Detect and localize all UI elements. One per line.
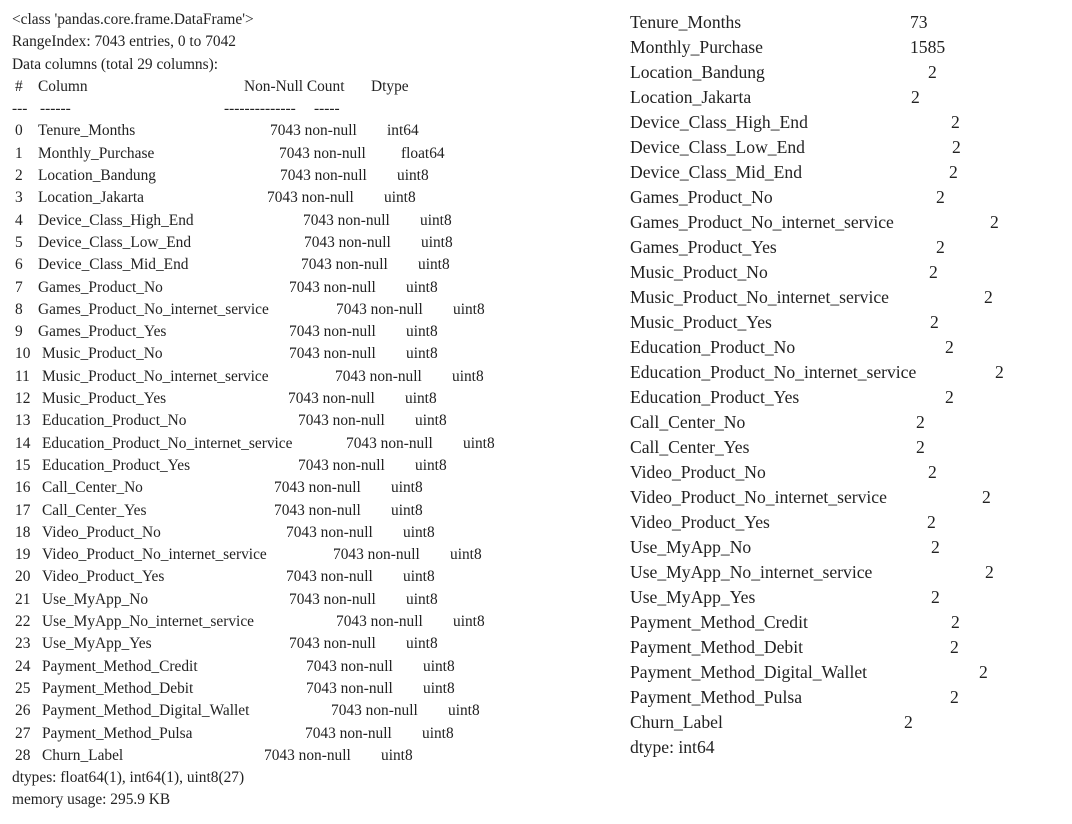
nunique-row bbox=[630, 60, 1060, 85]
column-info-row bbox=[12, 566, 572, 588]
row-index: 2 bbox=[15, 167, 23, 185]
non-null-count: 7043 non-null bbox=[286, 568, 373, 586]
non-null-count: 7043 non-null bbox=[331, 702, 418, 720]
nunique-value: 2 bbox=[931, 587, 940, 607]
nunique-value: 2 bbox=[928, 62, 937, 82]
nunique-column-name: Use_MyApp_Yes bbox=[630, 587, 756, 607]
column-dtype: uint8 bbox=[418, 256, 450, 274]
column-dtype: uint8 bbox=[406, 278, 438, 296]
column-name: Education_Product_No bbox=[42, 412, 187, 430]
column-info-row bbox=[12, 522, 572, 544]
row-index: 26 bbox=[15, 702, 31, 720]
nunique-value: 2 bbox=[936, 187, 945, 207]
row-index: 22 bbox=[15, 613, 31, 631]
column-dtype: uint8 bbox=[452, 367, 484, 385]
column-dtype: uint8 bbox=[405, 390, 437, 408]
non-null-count: 7043 non-null bbox=[346, 434, 433, 452]
non-null-count: 7043 non-null bbox=[301, 256, 388, 274]
column-info-row bbox=[12, 299, 572, 321]
column-name: Video_Product_Yes bbox=[42, 568, 165, 586]
row-index: 3 bbox=[15, 189, 23, 207]
column-dtype: uint8 bbox=[422, 724, 454, 742]
nunique-value: 2 bbox=[950, 637, 959, 657]
column-name: Use_MyApp_No_internet_service bbox=[42, 613, 254, 631]
column-name: Device_Class_Low_End bbox=[38, 233, 192, 251]
nunique-column-name: Call_Center_No bbox=[630, 412, 746, 432]
non-null-count: 7043 non-null bbox=[304, 233, 391, 251]
column-info-row bbox=[12, 477, 572, 499]
nunique-dtype-line bbox=[630, 735, 1060, 760]
nunique-value: 2 bbox=[979, 662, 988, 682]
nunique-column-name: Location_Jakarta bbox=[630, 87, 752, 107]
nunique-value: 1585 bbox=[910, 37, 946, 57]
nunique-row bbox=[630, 210, 1060, 235]
column-name: Use_MyApp_No bbox=[42, 590, 149, 608]
non-null-count: 7043 non-null bbox=[333, 546, 420, 564]
column-info-row bbox=[12, 455, 572, 477]
column-name: Music_Product_No bbox=[42, 345, 163, 363]
column-info-row bbox=[12, 366, 572, 388]
column-header bbox=[12, 76, 572, 98]
nunique-row bbox=[630, 510, 1060, 535]
nunique-value: 73 bbox=[910, 12, 928, 32]
nunique-column-name: Payment_Method_Credit bbox=[630, 612, 808, 632]
row-index: 6 bbox=[15, 256, 23, 274]
row-index: 21 bbox=[15, 590, 31, 608]
column-name: Video_Product_No_internet_service bbox=[42, 546, 267, 564]
non-null-count: 7043 non-null bbox=[288, 390, 375, 408]
nunique-value: 2 bbox=[936, 237, 945, 257]
non-null-count: 7043 non-null bbox=[336, 300, 423, 318]
nunique-column-name: Games_Product_Yes bbox=[630, 237, 777, 257]
nunique-value: 2 bbox=[927, 512, 936, 532]
nunique-column-name: Education_Product_Yes bbox=[630, 387, 800, 407]
column-name: Device_Class_Mid_End bbox=[38, 256, 189, 274]
column-info-row bbox=[12, 120, 572, 142]
row-index: 24 bbox=[15, 657, 31, 675]
nunique-value: 2 bbox=[984, 287, 993, 307]
column-info-row bbox=[12, 187, 572, 209]
nunique-value: 2 bbox=[990, 212, 999, 232]
non-null-count: 7043 non-null bbox=[306, 679, 393, 697]
column-name: Location_Jakarta bbox=[38, 189, 144, 207]
nunique-row bbox=[630, 160, 1060, 185]
column-info-list bbox=[12, 120, 572, 767]
nunique-row bbox=[630, 85, 1060, 110]
nunique-column-name: Video_Product_No_internet_service bbox=[630, 487, 887, 507]
nunique-column-name: Payment_Method_Digital_Wallet bbox=[630, 662, 868, 682]
nunique-row bbox=[630, 260, 1060, 285]
nunique-column-name: Games_Product_No_internet_service bbox=[630, 212, 894, 232]
data-columns-line: Data columns (total 29 columns): bbox=[12, 55, 219, 73]
nunique-value: 2 bbox=[911, 87, 920, 107]
column-name: Location_Bandung bbox=[38, 167, 156, 185]
column-dtype: uint8 bbox=[384, 189, 416, 207]
column-dtype: uint8 bbox=[381, 746, 413, 764]
nunique-column-name: Monthly_Purchase bbox=[630, 37, 763, 57]
column-info-row bbox=[12, 165, 572, 187]
nunique-row bbox=[630, 335, 1060, 360]
nunique-row bbox=[630, 310, 1060, 335]
column-dtype: uint8 bbox=[423, 657, 455, 675]
nunique-column-name: Device_Class_High_End bbox=[630, 112, 808, 132]
nunique-row bbox=[630, 560, 1060, 585]
nunique-column-name: Device_Class_Mid_End bbox=[630, 162, 803, 182]
row-index: 16 bbox=[15, 479, 31, 497]
column-dtype: uint8 bbox=[397, 167, 429, 185]
column-info-row bbox=[12, 611, 572, 633]
column-info-row bbox=[12, 745, 572, 767]
row-index: 1 bbox=[15, 144, 23, 162]
non-null-count: 7043 non-null bbox=[289, 635, 376, 653]
column-dtype: uint8 bbox=[448, 702, 480, 720]
column-dtype: uint8 bbox=[463, 434, 495, 452]
column-name: Call_Center_Yes bbox=[42, 501, 147, 519]
column-info-row bbox=[12, 254, 572, 276]
nunique-value: 2 bbox=[982, 487, 991, 507]
column-dtype: uint8 bbox=[406, 323, 438, 341]
nunique-row bbox=[630, 535, 1060, 560]
separator-hash: --- bbox=[12, 100, 28, 118]
nunique-row bbox=[630, 435, 1060, 460]
nunique-row bbox=[630, 635, 1060, 660]
column-info-row bbox=[12, 500, 572, 522]
nunique-row bbox=[630, 35, 1060, 60]
column-info-row bbox=[12, 589, 572, 611]
column-name: Call_Center_No bbox=[42, 479, 143, 497]
column-dtype: uint8 bbox=[406, 590, 438, 608]
nunique-dtype-text: dtype: int64 bbox=[630, 737, 715, 757]
column-dtype: uint8 bbox=[406, 635, 438, 653]
row-index: 4 bbox=[15, 211, 23, 229]
column-dtype: uint8 bbox=[423, 679, 455, 697]
non-null-count: 7043 non-null bbox=[303, 211, 390, 229]
column-name: Games_Product_No_internet_service bbox=[38, 300, 269, 318]
memory-usage: memory usage: 295.9 KB bbox=[12, 791, 171, 809]
column-info-row bbox=[12, 143, 572, 165]
column-name: Device_Class_High_End bbox=[38, 211, 194, 229]
column-info-row bbox=[12, 388, 572, 410]
row-index: 13 bbox=[15, 412, 31, 430]
separator-dtype: ----- bbox=[314, 100, 340, 118]
non-null-count: 7043 non-null bbox=[305, 724, 392, 742]
non-null-count: 7043 non-null bbox=[298, 456, 385, 474]
row-index: 12 bbox=[15, 390, 31, 408]
non-null-count: 7043 non-null bbox=[274, 479, 361, 497]
header-column: Column bbox=[38, 77, 88, 95]
row-index: 23 bbox=[15, 635, 31, 653]
nunique-row bbox=[630, 485, 1060, 510]
column-dtype: uint8 bbox=[453, 613, 485, 631]
header-count: Non-Null Count bbox=[244, 77, 345, 95]
nunique-column-name: Music_Product_No_internet_service bbox=[630, 287, 889, 307]
column-name: Games_Product_Yes bbox=[38, 323, 167, 341]
range-index-line: RangeIndex: 7043 entries, 0 to 7042 bbox=[12, 33, 236, 51]
nunique-column-name: Games_Product_No bbox=[630, 187, 773, 207]
column-name: Payment_Method_Pulsa bbox=[42, 724, 193, 742]
row-index: 20 bbox=[15, 568, 31, 586]
column-dtype: uint8 bbox=[415, 412, 447, 430]
column-info-row bbox=[12, 656, 572, 678]
non-null-count: 7043 non-null bbox=[306, 657, 393, 675]
row-index: 8 bbox=[15, 300, 23, 318]
nunique-column-name: Music_Product_No bbox=[630, 262, 768, 282]
nunique-value: 2 bbox=[904, 712, 913, 732]
row-index: 10 bbox=[15, 345, 31, 363]
nunique-value: 2 bbox=[951, 612, 960, 632]
column-name: Education_Product_No_internet_service bbox=[42, 434, 293, 452]
nunique-row bbox=[630, 185, 1060, 210]
row-index: 14 bbox=[15, 434, 31, 452]
column-name: Education_Product_Yes bbox=[42, 456, 191, 474]
nunique-value: 2 bbox=[930, 312, 939, 332]
nunique-row bbox=[630, 235, 1060, 260]
column-info-row bbox=[12, 210, 572, 232]
nunique-value: 2 bbox=[985, 562, 994, 582]
column-info-row bbox=[12, 410, 572, 432]
nunique-column-name: Churn_Label bbox=[630, 712, 723, 732]
column-name: Monthly_Purchase bbox=[38, 144, 155, 162]
row-index: 15 bbox=[15, 456, 31, 474]
header-separator bbox=[12, 98, 572, 120]
nunique-value: 2 bbox=[931, 537, 940, 557]
nunique-row bbox=[630, 585, 1060, 610]
nunique-row bbox=[630, 410, 1060, 435]
column-info-row bbox=[12, 321, 572, 343]
nunique-column-name: Device_Class_Low_End bbox=[630, 137, 805, 157]
nunique-column-name: Education_Product_No_internet_service bbox=[630, 362, 917, 382]
column-name: Payment_Method_Digital_Wallet bbox=[42, 702, 250, 720]
non-null-count: 7043 non-null bbox=[289, 590, 376, 608]
nunique-column-name: Payment_Method_Pulsa bbox=[630, 687, 803, 707]
nunique-column-name: Location_Bandung bbox=[630, 62, 765, 82]
column-dtype: uint8 bbox=[450, 546, 482, 564]
non-null-count: 7043 non-null bbox=[279, 144, 366, 162]
nunique-column-name: Payment_Method_Debit bbox=[630, 637, 803, 657]
nunique-row bbox=[630, 610, 1060, 635]
nunique-column-name: Use_MyApp_No bbox=[630, 537, 752, 557]
nunique-row bbox=[630, 385, 1060, 410]
nunique-column-name: Video_Product_No bbox=[630, 462, 766, 482]
column-info-row bbox=[12, 544, 572, 566]
row-index: 25 bbox=[15, 679, 31, 697]
row-index: 9 bbox=[15, 323, 23, 341]
nunique-row bbox=[630, 10, 1060, 35]
column-dtype: uint8 bbox=[453, 300, 485, 318]
nunique-row bbox=[630, 710, 1060, 735]
column-dtype: float64 bbox=[401, 144, 445, 162]
column-name: Use_MyApp_Yes bbox=[42, 635, 152, 653]
column-dtype: uint8 bbox=[391, 479, 423, 497]
nunique-column-name: Use_MyApp_No_internet_service bbox=[630, 562, 873, 582]
row-index: 5 bbox=[15, 233, 23, 251]
non-null-count: 7043 non-null bbox=[336, 613, 423, 631]
nunique-column-name: Video_Product_Yes bbox=[630, 512, 770, 532]
nunique-value: 2 bbox=[995, 362, 1004, 382]
column-dtype: uint8 bbox=[415, 456, 447, 474]
column-name: Churn_Label bbox=[42, 746, 124, 764]
non-null-count: 7043 non-null bbox=[267, 189, 354, 207]
column-name: Video_Product_No bbox=[42, 523, 161, 541]
class-line: <class 'pandas.core.frame.DataFrame'> bbox=[12, 11, 254, 28]
row-index: 17 bbox=[15, 501, 31, 519]
column-name: Music_Product_Yes bbox=[42, 390, 167, 408]
non-null-count: 7043 non-null bbox=[335, 367, 422, 385]
column-dtype: uint8 bbox=[406, 345, 438, 363]
nunique-row bbox=[630, 685, 1060, 710]
separator-column: ------ bbox=[40, 100, 71, 118]
nunique-value: 2 bbox=[952, 137, 961, 157]
column-info-row bbox=[12, 700, 572, 722]
non-null-count: 7043 non-null bbox=[264, 746, 351, 764]
non-null-count: 7043 non-null bbox=[270, 122, 357, 140]
nunique-list bbox=[630, 10, 1060, 735]
nunique-value: 2 bbox=[950, 687, 959, 707]
column-name: Tenure_Months bbox=[38, 122, 136, 140]
column-dtype: int64 bbox=[387, 122, 419, 140]
nunique-row bbox=[630, 110, 1060, 135]
column-dtype: uint8 bbox=[420, 211, 452, 229]
column-name: Games_Product_No bbox=[38, 278, 163, 296]
nunique-column-name: Call_Center_Yes bbox=[630, 437, 750, 457]
non-null-count: 7043 non-null bbox=[286, 523, 373, 541]
row-index: 7 bbox=[15, 278, 23, 296]
nunique-row bbox=[630, 660, 1060, 685]
nunique-output bbox=[630, 10, 1060, 760]
nunique-row bbox=[630, 360, 1060, 385]
row-index: 0 bbox=[15, 122, 23, 140]
nunique-column-name: Music_Product_Yes bbox=[630, 312, 772, 332]
column-info-row bbox=[12, 678, 572, 700]
column-info-row bbox=[12, 343, 572, 365]
column-name: Payment_Method_Credit bbox=[42, 657, 198, 675]
row-index: 27 bbox=[15, 724, 31, 742]
row-index: 19 bbox=[15, 546, 31, 564]
nunique-row bbox=[630, 460, 1060, 485]
nunique-value: 2 bbox=[929, 262, 938, 282]
nunique-row bbox=[630, 135, 1060, 160]
column-info-row bbox=[12, 433, 572, 455]
column-dtype: uint8 bbox=[403, 523, 435, 541]
column-name: Payment_Method_Debit bbox=[42, 679, 194, 697]
non-null-count: 7043 non-null bbox=[289, 323, 376, 341]
column-info-row bbox=[12, 633, 572, 655]
non-null-count: 7043 non-null bbox=[289, 278, 376, 296]
row-index: 18 bbox=[15, 523, 31, 541]
nunique-row bbox=[630, 285, 1060, 310]
column-info-row bbox=[12, 723, 572, 745]
nunique-value: 2 bbox=[928, 462, 937, 482]
header-dtype: Dtype bbox=[371, 77, 409, 95]
non-null-count: 7043 non-null bbox=[298, 412, 385, 430]
nunique-value: 2 bbox=[916, 412, 925, 432]
dtypes-summary: dtypes: float64(1), int64(1), uint8(27) bbox=[12, 769, 245, 787]
nunique-value: 2 bbox=[916, 437, 925, 457]
column-info-row bbox=[12, 232, 572, 254]
row-index: 28 bbox=[15, 746, 31, 764]
non-null-count: 7043 non-null bbox=[274, 501, 361, 519]
header-hash: # bbox=[15, 77, 23, 95]
nunique-value: 2 bbox=[945, 387, 954, 407]
row-index: 11 bbox=[15, 367, 30, 385]
nunique-column-name: Education_Product_No bbox=[630, 337, 796, 357]
non-null-count: 7043 non-null bbox=[280, 167, 367, 185]
column-dtype: uint8 bbox=[391, 501, 423, 519]
column-dtype: uint8 bbox=[421, 233, 453, 251]
column-info-row bbox=[12, 277, 572, 299]
dataframe-info-output bbox=[12, 9, 572, 812]
non-null-count: 7043 non-null bbox=[289, 345, 376, 363]
nunique-column-name: Tenure_Months bbox=[630, 12, 742, 32]
nunique-value: 2 bbox=[951, 112, 960, 132]
column-dtype: uint8 bbox=[403, 568, 435, 586]
nunique-value: 2 bbox=[945, 337, 954, 357]
nunique-value: 2 bbox=[949, 162, 958, 182]
separator-count: -------------- bbox=[224, 100, 296, 118]
column-name: Music_Product_No_internet_service bbox=[42, 367, 269, 385]
